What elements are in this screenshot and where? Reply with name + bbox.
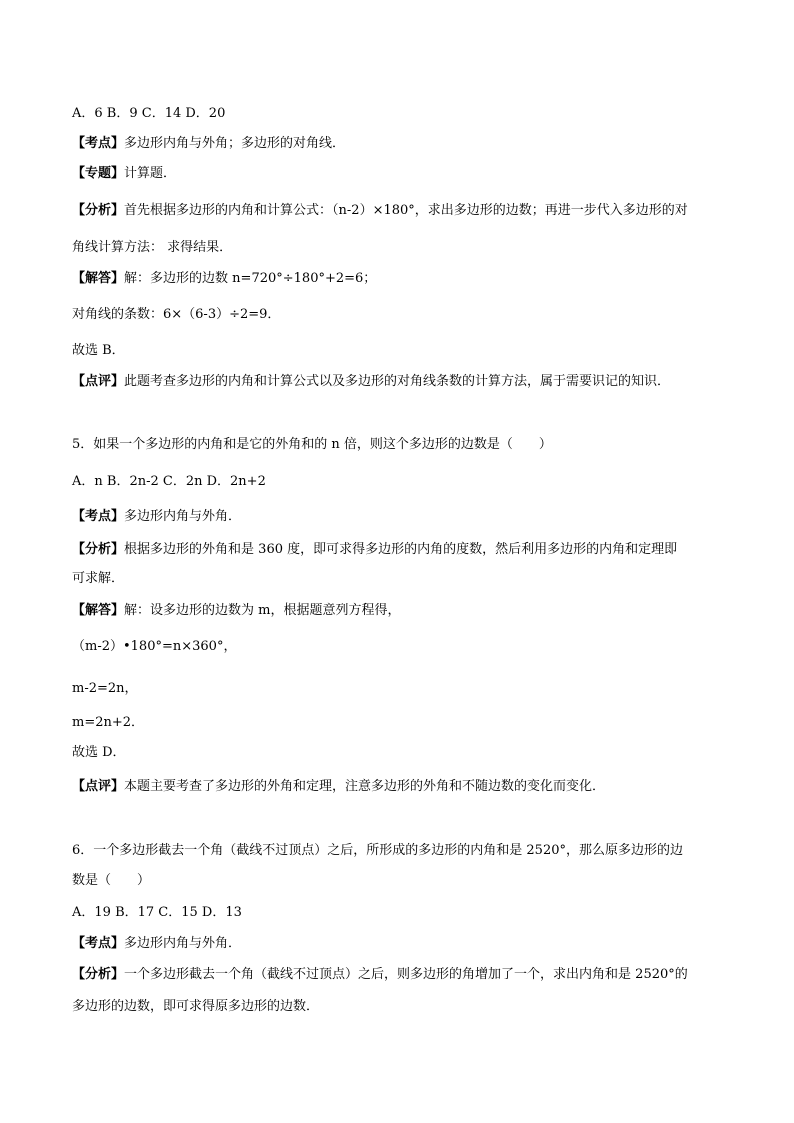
zhuanti-text: 计算题． [124, 166, 177, 181]
q4-fenxi: 【分析】首先根据多边形的内角和计算公式：（n-2）×180°，求出多边形的边数；再进一步代入多边形的对 [72, 203, 688, 218]
zhuanti-label: 专题 [85, 166, 112, 181]
kaodian-text: 多边形内角与外角；多边形的对角线． [124, 136, 346, 151]
dianping-text: 此题考查多边形的内角和计算公式以及多边形的对角线条数的计算方法，属于需要识记的知识． [124, 374, 671, 389]
fenxi-text-line1: 一个多边形截去一个角（截线不过顶点）之后，则多边形的角增加了一个，求出内角和是 2520°的 [124, 967, 688, 982]
kaodian-text: 多边形内角与外角． [124, 936, 242, 951]
jieda-label: 解答 [85, 603, 112, 618]
q4-fenxi-line2: 角线计算方法： 求得结果． [72, 240, 233, 255]
q5-kaodian: 【考点】多边形内角与外角． [72, 509, 242, 524]
q6-question-line1: 6．一个多边形截去一个角（截线不过顶点）之后，所形成的多边形的内角和是 2520°，那么原多边形的边 [72, 843, 683, 858]
q4-jieda-line2: 对角线的条数：6×（6-3）÷2=9． [72, 307, 281, 322]
q5-jieda-line5: 故选 D． [72, 745, 126, 760]
q6-options: A．19 B．17 C．15 D．13 [72, 905, 242, 920]
dianping-label: 点评 [85, 779, 112, 794]
q4-jieda: 【解答】解：多边形的边数 n=720°÷180°+2=6； [72, 271, 377, 286]
q5-fenxi-line2: 可求解． [72, 571, 125, 586]
q4-dianping: 【点评】此题考查多边形的内角和计算公式以及多边形的对角线条数的计算方法，属于需要识记的知识． [72, 374, 671, 389]
q4-options: A．6 B．9 C．14 D．20 [72, 106, 226, 121]
jieda-text-line1: 解：设多边形的边数为 m，根据题意列方程得， [124, 603, 401, 618]
kaodian-label: 考点 [85, 936, 112, 951]
kaodian-label: 考点 [85, 136, 112, 151]
dianping-label: 点评 [85, 374, 112, 389]
dianping-text: 本题主要考查了多边形的外角和定理，注意多边形的外角和不随边数的变化而变化． [124, 779, 606, 794]
q6-fenxi: 【分析】一个多边形截去一个角（截线不过顶点）之后，则多边形的角增加了一个，求出内角和是 2520°的 [72, 967, 688, 982]
q4-jieda-line3: 故选 B． [72, 343, 125, 358]
q6-question-line2: 数是（ ） [72, 873, 151, 888]
fenxi-label: 分析 [85, 203, 112, 218]
q5-fenxi: 【分析】根据多边形的外角和是 360 度，即可求得多边形的内角的度数，然后利用多边形的内角和定理即 [72, 542, 678, 557]
q5-options: A．n B．2n-2 C．2n D．2n+2 [72, 474, 266, 489]
q6-kaodian: 【考点】多边形内角与外角． [72, 936, 242, 951]
fenxi-label: 分析 [85, 542, 112, 557]
fenxi-text-line1: 首先根据多边形的内角和计算公式：（n-2）×180°，求出多边形的边数；再进一步代入多边形的对 [124, 203, 688, 218]
q5-jieda-line4: m=2n+2． [72, 715, 145, 730]
q5-jieda-line2: （m-2）•180°=n×360°， [72, 639, 237, 654]
kaodian-text: 多边形内角与外角． [124, 509, 242, 524]
q4-zhuanti: 【专题】计算题． [72, 166, 177, 181]
jieda-label: 解答 [85, 271, 112, 286]
fenxi-label: 分析 [85, 967, 112, 982]
q5-jieda: 【解答】解：设多边形的边数为 m，根据题意列方程得， [72, 603, 401, 618]
q5-question: 5．如果一个多边形的内角和是它的外角和的 n 倍，则这个多边形的边数是（ ） [72, 437, 552, 452]
q6-fenxi-line2: 多边形的边数，即可求得原多边形的边数． [72, 999, 320, 1014]
q4-kaodian: 【考点】多边形内角与外角；多边形的对角线． [72, 136, 346, 151]
q5-dianping: 【点评】本题主要考查了多边形的外角和定理，注意多边形的外角和不随边数的变化而变化． [72, 779, 606, 794]
kaodian-label: 考点 [85, 509, 112, 524]
q5-jieda-line3: m-2=2n， [72, 681, 138, 696]
fenxi-text-line1: 根据多边形的外角和是 360 度，即可求得多边形的内角的度数，然后利用多边形的内角和定理即 [124, 542, 678, 557]
jieda-text-line1: 解：多边形的边数 n=720°÷180°+2=6； [124, 271, 377, 286]
